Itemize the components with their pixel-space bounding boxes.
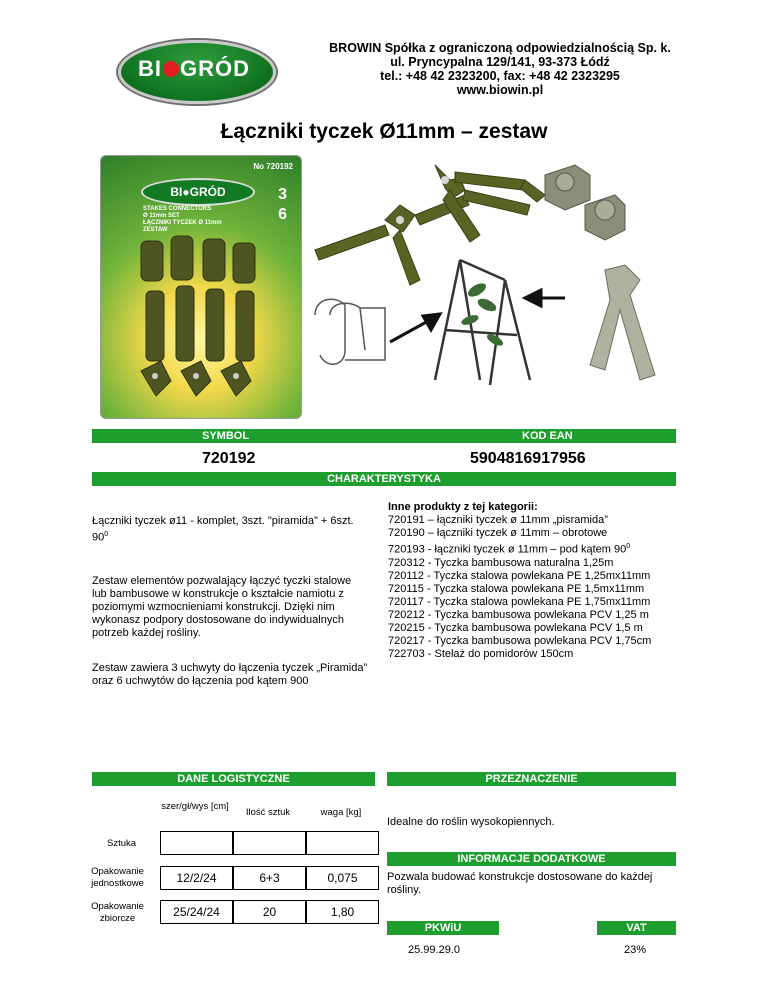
company-phone: tel.: +48 42 2323200, fax: +48 42 2323295 xyxy=(380,69,620,83)
row-label-jednostkowe: Opakowanie jednostkowe xyxy=(91,866,144,889)
description-p1: Łączniki tyczek ø11 - komplet, 3szt. "piramida" + 6szt. $90^0$ xyxy=(92,515,354,544)
product-package-image xyxy=(100,155,302,419)
other-products-heading: Inne produkty z tej kategorii: xyxy=(388,501,538,513)
package-number: No 720192 xyxy=(253,162,293,171)
package-connectors-graphic xyxy=(121,231,281,411)
company-name: BROWIN Spółka z ograniczoną odpowiedzialnością Sp. k. xyxy=(329,41,671,55)
other-products xyxy=(388,501,688,661)
list-item: 720212 - Tyczka bambusowa powlekana PCV 1,25 m xyxy=(388,608,649,621)
symbol-value: 720192 xyxy=(202,450,256,467)
logo-text: BI GRÓD xyxy=(138,56,250,81)
cell-jednostkowe-dim: 12/2/24 xyxy=(160,866,233,890)
company-address: ul. Pryncypalna 129/141, 93-373 Łódź xyxy=(390,55,610,69)
list-item: 720215 - Tyczka bambusowa powlekana PCV 1,5 m xyxy=(388,621,643,634)
list-item: 720117 - Tyczka stalowa powlekana PE 1,75mx11mm xyxy=(388,595,651,608)
list-item: 722703 - Stelaż do pomidorów 150cm xyxy=(388,647,574,660)
logistyka-header: DANE LOGISTYCZNE xyxy=(92,772,375,786)
ean-value: 5904816917956 xyxy=(470,450,586,467)
cell-sztuka-qty xyxy=(233,831,306,855)
page-title: Łączniki tyczek Ø11mm – zestaw xyxy=(220,120,548,143)
cell-zbiorcze-weight: 1,80 xyxy=(306,900,379,924)
pkwiu-header: PKWiU xyxy=(387,921,499,935)
list-item: 720112 - Tyczka stalowa powlekana PE 1,25mx11mm xyxy=(388,569,651,582)
informacje-text: Pozwala budować konstrukcje dostosowane do każdej rośliny. xyxy=(387,871,653,896)
apple-icon xyxy=(163,61,179,77)
informacje-header: INFORMACJE DODATKOWE xyxy=(387,852,676,866)
pkwiu-value: 25.99.29.0 xyxy=(408,944,460,956)
list-item: 720191 – łączniki tyczek ø 11mm „pisramida” xyxy=(388,514,608,526)
description-p3: Zestaw zawiera 3 uchwyty do łączenia tyczek „Piramida” oraz 6 uchwytów do łączenia pod kątem 900 xyxy=(92,662,368,687)
package-count-6: 6 xyxy=(278,206,287,223)
list-item: 720190 – łączniki tyczek ø 11mm – obrotowe xyxy=(388,527,608,539)
cell-sztuka-dim xyxy=(160,831,233,855)
list-item: 720217 - Tyczka bambusowa powlekana PCV 1,75cm xyxy=(388,634,652,647)
cell-zbiorcze-dim: 25/24/24 xyxy=(160,900,233,924)
symbol-label: SYMBOL xyxy=(202,430,250,442)
cell-jednostkowe-qty: 6+3 xyxy=(233,866,306,890)
cell-jednostkowe-weight: 0,075 xyxy=(306,866,379,890)
package-logo: BI●GRÓD xyxy=(141,178,255,206)
list-item: 720115 - Tyczka stalowa powlekana PE 1,5mx11mm xyxy=(388,582,645,595)
company-info xyxy=(300,41,700,97)
vat-value: 23% xyxy=(624,944,647,956)
symbol-ean-header xyxy=(92,429,676,443)
przeznaczenie-text: Idealne do roślin wysokopiennych. xyxy=(387,816,555,828)
description-p2: Zestaw elementów pozwalający łączyć tyczki stalowe lub bambusowe w konstrukcje o kształcie namiotu z poziomymi wzmocnieniami konstrukcji. Dzięki nim wykonasz podpory dostosowane do indywidualnych potrzeb każdej rośliny. xyxy=(92,575,352,639)
przeznaczenie-header: PRZEZNACZENIE xyxy=(387,772,676,786)
row-label-sztuka: Sztuka xyxy=(107,838,137,849)
list-item: 720312 - Tyczka bambusowa naturalna 1,25m xyxy=(388,556,614,569)
plant-support-illustration xyxy=(305,250,675,410)
list-item: 720193 - łączniki tyczek ø 11mm – pod kątem $90^0$ xyxy=(388,543,631,556)
col-weight: waga [kg] xyxy=(320,807,362,818)
vat-header: VAT xyxy=(597,921,676,935)
row-label-zbiorcze: Opakowanie zbiorcze xyxy=(91,901,144,924)
package-label: STAKES CONNECTORS Ø 11mm SET ŁĄCZNIKI TYCZEK Ø 11mm ZESTAW xyxy=(143,206,222,233)
cell-zbiorcze-qty: 20 xyxy=(233,900,306,924)
package-count-3: 3 xyxy=(278,186,287,203)
company-web: www.biowin.pl xyxy=(456,83,544,97)
ean-label: KOD EAN xyxy=(522,430,573,442)
cell-sztuka-weight xyxy=(306,831,379,855)
col-dimensions: szer/gł/wys [cm] xyxy=(161,801,229,812)
col-quantity: Ilość sztuk xyxy=(245,807,291,818)
charakterystyka-header: CHARAKTERYSTYKA xyxy=(92,472,676,486)
